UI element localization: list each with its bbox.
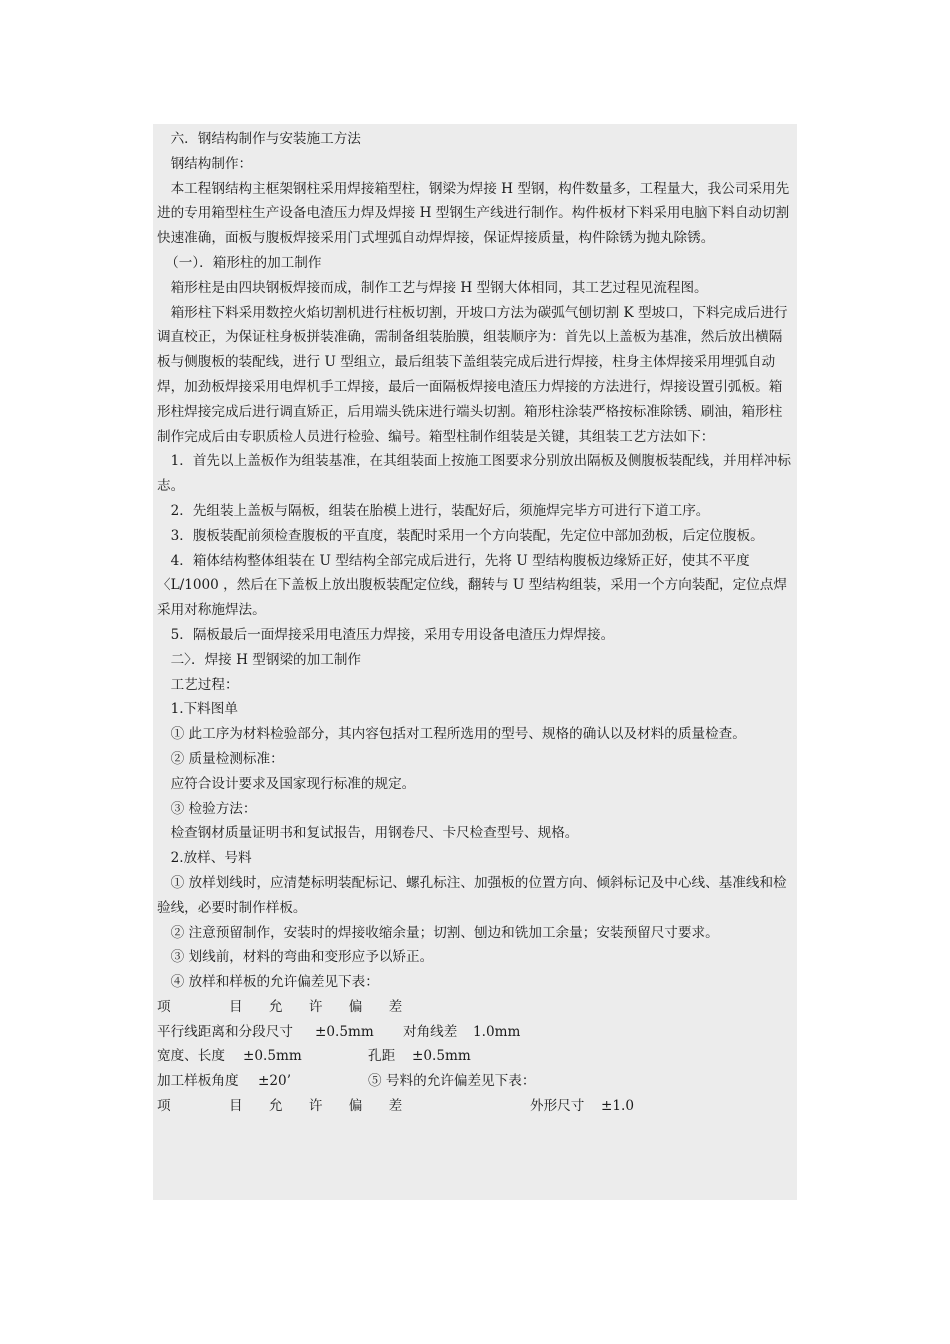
list-item: ④ 放样和样板的允许偏差见下表： (170, 974, 379, 991)
document-body (157, 127, 795, 1119)
table-cell: 对角线差 (403, 1023, 458, 1040)
table-cell: 孔距 (368, 1048, 396, 1065)
table-cell: 平行线距离和分段尺寸 (157, 1023, 293, 1040)
list-item: ③ 检验方法： (170, 800, 257, 817)
list-item: ③ 划线前，材料的弯曲和变形应予以矫正。 (170, 949, 434, 966)
table-cell: ±0.5mm (243, 1048, 302, 1065)
table-row (157, 1044, 795, 1069)
paragraph: 箱形柱下料采用数控火焰切割机进行柱板切割，开坡口方法为碳弧气刨切割 K 型坡口，下料完成后进行调直校正，为保证柱身板拼装准确，需制备组装胎膜，组装顺序为：首先以上盖板为基准，然后放出横隔板与侧腹板的装配线，进行 U 型组立，最后组装下盖组装完成后进行焊接，柱身主体焊接采用埋弧自动焊，加劲板焊接采用电焊机手工焊接，最后一面隔板焊接电渣压力焊接的方法进行，焊接设置引弧板。箱形柱焊接完成后进行调直矫正，后用端头铣床进行端头切割。箱形柱涂装严格按标准除锈、刷油，箱形柱制作完成后由专职质检人员进行检验、编号。箱型柱制作组装是关键，其组装工艺方法如下： (157, 304, 788, 445)
table-cell: ±20’ (258, 1073, 292, 1090)
table-cell: 外形尺寸 (530, 1098, 585, 1115)
table-cell: 目 允 许 偏 差 (229, 998, 414, 1015)
table-row (157, 1069, 795, 1094)
paragraph: 应符合设计要求及国家现行标准的规定。 (170, 775, 416, 792)
subsection-heading: 二〉．焊接 H 型钢梁的加工制作 (170, 651, 362, 668)
table-cell: 1.0mm (473, 1023, 521, 1040)
table-cell: 目 允 许 偏 差 (229, 1098, 414, 1115)
table-row (157, 1094, 795, 1119)
subheading: 钢结构制作： (170, 155, 253, 172)
subsection-heading: （一）．箱形柱的加工制作 (165, 254, 322, 271)
list-item: ① 放样划线时，应清楚标明装配标记、螺孔标注、加强板的位置方向、倾斜标记及中心线、基准线和检验线，必要时制作样板。 (157, 874, 787, 916)
table-cell: ±0.5mm (412, 1048, 471, 1065)
subheading: 2.放样、号料 (170, 850, 252, 867)
list-item: ② 质量检测标准： (170, 750, 284, 767)
table-cell: ±0.5mm (315, 1023, 374, 1040)
list-item: 3．腹板装配前须检查腹板的平直度，装配时采用一个方向装配，先定位中部加劲板，后定位腹板。 (170, 527, 764, 544)
section-heading: 六．钢结构制作与安装施工方法 (170, 131, 361, 147)
table-cell: 项 (157, 998, 171, 1015)
table-cell: ±1.0 (601, 1098, 635, 1115)
table-cell: 宽度、长度 (157, 1048, 225, 1065)
table-cell: ⑤ 号料的允许偏差见下表： (368, 1073, 536, 1090)
tolerance-table (157, 995, 795, 1119)
list-item: ① 此工序为材料检验部分，其内容包括对工程所选用的型号、规格的确认以及材料的质量检查。 (170, 726, 746, 743)
table-row (157, 1020, 795, 1045)
paragraph: 本工程钢结构主框架钢柱采用焊接箱型柱，钢梁为焊接 H 型钢，构件数量多，工程量大，我公司采用先进的专用箱型柱生产设备电渣压力焊及焊接 H 型钢生产线进行制作。构件板材下料采用电脑下料自动切割快速准确，面板与腹板焊接采用门式埋弧自动焊焊接，保证焊接质量，构件除锈为抛丸除锈。 (157, 180, 790, 247)
list-item: 4．箱体结构整体组装在 U 型结构全部完成后进行，先将 U 型结构腹板边缘矫正好，使其不平度〈L/1000 ，然后在下盖板上放出腹板装配定位线，翻转与 U 型结构组装，采用一个方向装配，定位点焊采用对称施焊法。 (157, 552, 787, 619)
list-item: 5．隔板最后一面焊接采用电渣压力焊接，采用专用设备电渣压力焊焊接。 (170, 626, 615, 643)
list-item: 1．首先以上盖板作为组装基准，在其组装面上按施工图要求分别放出隔板及侧腹板装配线，并用样冲标志。 (157, 453, 791, 495)
subheading: 1.下料图单 (170, 701, 238, 718)
list-item: 2．先组装上盖板与隔板，组装在胎模上进行，装配好后，须施焊完毕方可进行下道工序。 (170, 502, 710, 519)
paragraph: 箱形柱是由四块钢板焊接而成，制作工艺与焊接 H 型钢大体相同，其工艺过程见流程图。 (170, 279, 708, 296)
table-row (157, 995, 795, 1020)
table-cell: 项 (157, 1098, 171, 1115)
paragraph: 检查钢材质量证明书和复试报告，用钢卷尺、卡尺检查型号、规格。 (170, 825, 579, 842)
subheading: 工艺过程： (170, 676, 239, 693)
table-cell: 加工样板角度 (157, 1073, 239, 1090)
list-item: ② 注意预留制作，安装时的焊接收缩余量；切割、刨边和铣加工余量；安装预留尺寸要求。 (170, 924, 719, 941)
